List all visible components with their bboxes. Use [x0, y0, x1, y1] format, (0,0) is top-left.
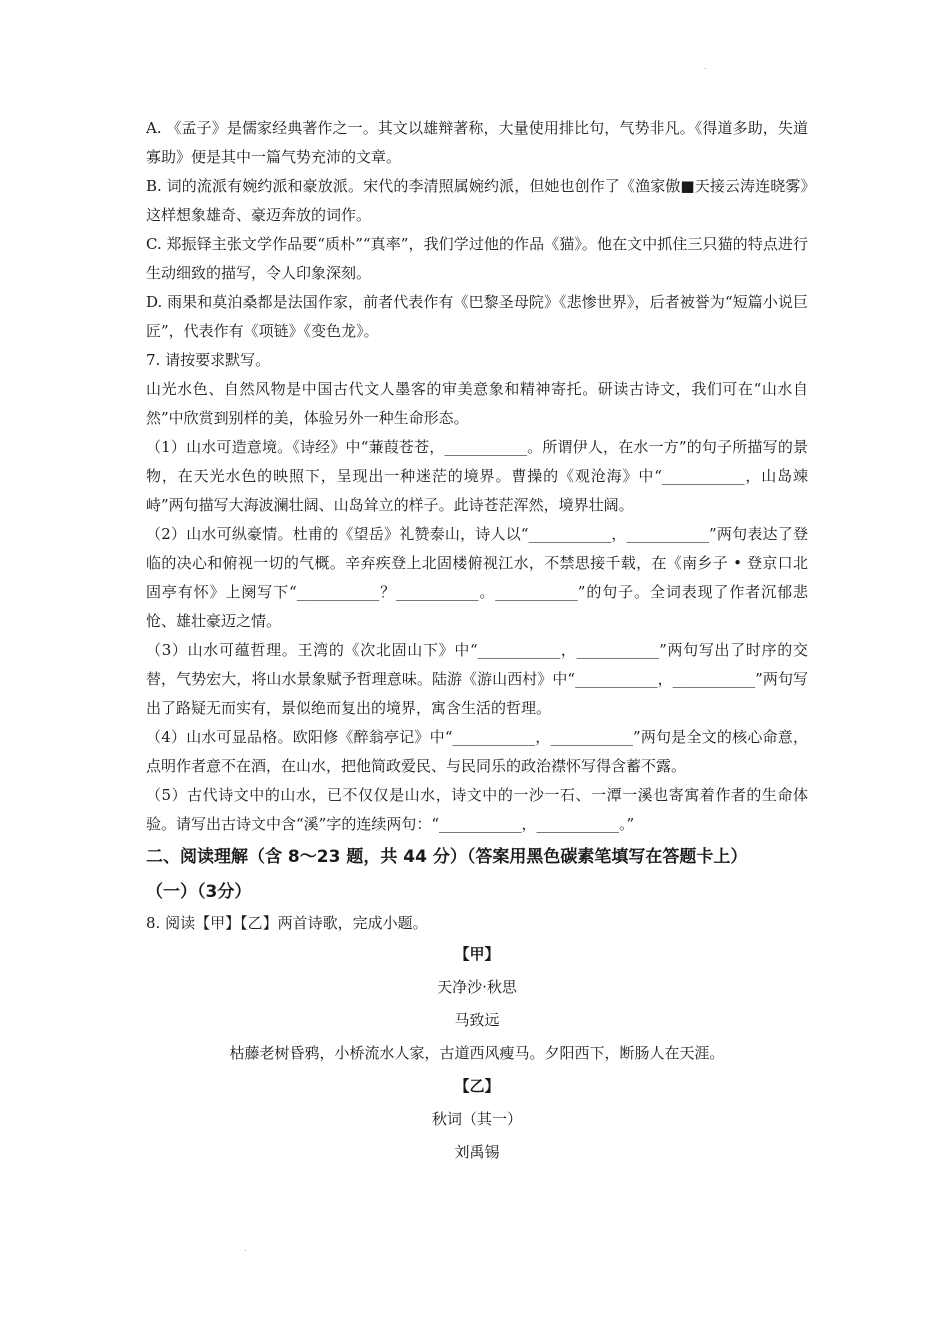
poem-jia-text: 枯藤老树昏鸦，小桥流水人家，古道西风瘦马。夕阳西下，断肠人在天涯。 [229, 1044, 725, 1062]
question-7-title: 7. 请按要求默写。 [146, 351, 271, 369]
poem-yi-tag: 【乙】 [454, 1077, 500, 1095]
section-2-subheading: （一）（3分） [146, 882, 252, 902]
question-8-title: 8. 阅读【甲】【乙】两首诗歌，完成小题。 [146, 914, 428, 932]
question-7-intro: 山光水色、自然风物是中国古代文人墨客的审美意象和精神寄托。研读古诗文，我们可在“山水自然”中欣赏到别样的美，体验另外一种生命形态。 [146, 380, 808, 427]
question-7-item-5: （5）古代诗文中的山水，已不仅仅是山水，诗文中的一沙一石、一潭一溪也寄寓着作者的生命体验。请写出古诗文中含“溪”字的连续两句：“___________，___________。” [146, 786, 808, 833]
question-7-item-1: （1）山水可造意境。《诗经》中“蒹葭苍苍，___________。所谓伊人，在水一方”的句子所描写的景物，在天光水色的映照下，呈现出一种迷茫的境界。曹操的《观沧海》中“___________，山岛竦峙”两句描写大海波澜壮阔、山岛耸立的样子。此诗苍茫浑然，境界壮阔。 [146, 438, 808, 514]
page-mark-top: . [704, 62, 707, 71]
question-7-item-2: （2）山水可纵豪情。杜甫的《望岳》礼赞泰山，诗人以“___________，___________”两句表达了登临的决心和俯视一切的气概。辛弃疾登上北固楼俯视江水，不禁思接千载，在《南乡子 • 登京口北固亭有怀》上阕写下“___________？___________。___________”的句子。全词表现了作者沉郁悲怆、雄壮豪迈之情。 [146, 525, 808, 630]
page-content [146, 114, 808, 1169]
option-b: B. 词的流派有婉约派和豪放派。宋代的李清照属婉约派，但她也创作了《渔家傲■天接云涛连晓雾》这样想象雄奇、豪迈奔放的词作。 [146, 177, 808, 224]
section-2-heading: 二、阅读理解（含 8～23 题，共 44 分）（答案用黑色碳素笔填写在答题卡上） [146, 847, 748, 867]
poem-jia-tag: 【甲】 [454, 945, 500, 963]
page-mark-bottom: . [244, 1244, 247, 1253]
poem-yi-title: 秋词（其一） [431, 1110, 522, 1128]
poem-jia-title: 天净沙·秋思 [437, 978, 517, 996]
question-7-item-3: （3）山水可蕴哲理。王湾的《次北固山下》中“___________，___________”两句写出了时序的交替，气势宏大，将山水景象赋予哲理意味。陆游《游山西村》中“___________，___________”两句写出了路疑无而实有，景似绝而复出的境界，寓含生活的哲理。 [146, 641, 808, 717]
option-d: D. 雨果和莫泊桑都是法国作家，前者代表作有《巴黎圣母院》《悲惨世界》，后者被誉为“短篇小说巨匠”，代表作有《项链》《变色龙》。 [146, 293, 808, 340]
question-7-item-4: （4）山水可显品格。欧阳修《醉翁亭记》中“___________，___________”两句是全文的核心命意，点明作者意不在酒，在山水，把他简政爱民、与民同乐的政治襟怀写得含蓄不露。 [146, 728, 808, 775]
poem-jia-author: 马致远 [454, 1011, 500, 1029]
poem-yi-author: 刘禹锡 [454, 1143, 500, 1161]
option-c: C. 郑振铎主张文学作品要“质朴”“真率”，我们学过他的作品《猫》。他在文中抓住三只猫的特点进行生动细致的描写，令人印象深刻。 [146, 235, 808, 282]
option-a: A. 《孟子》是儒家经典著作之一。其文以雄辩著称，大量使用排比句，气势非凡。《得道多助，失道寡助》便是其中一篇气势充沛的文章。 [146, 119, 808, 166]
